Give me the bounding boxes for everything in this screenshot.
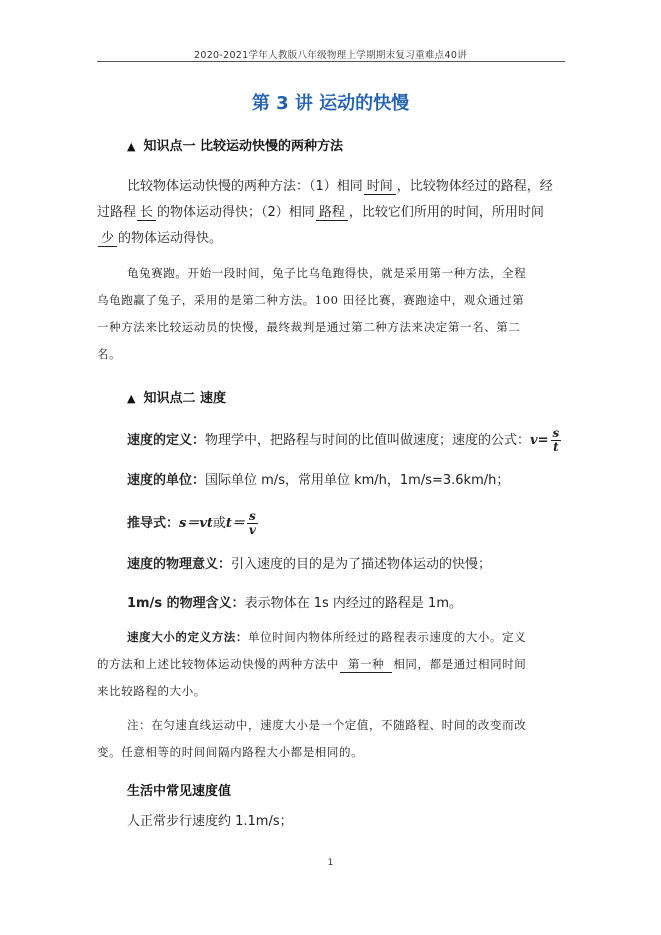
section2-heading bbox=[127, 387, 226, 406]
def-label: 速度的定义： bbox=[127, 433, 206, 448]
derive-label: 推导式： bbox=[127, 516, 180, 531]
text-span: 的方法和上述比较物体运动快慢的两种方法中 bbox=[97, 657, 339, 671]
lecture-title: 第 3 讲 运动的快慢 bbox=[251, 93, 410, 114]
para-line: 龟兔赛跑。开始一段时间，兔子比乌龟跑得快，就是采用第一种方法，全程 bbox=[127, 266, 527, 280]
para-line: 一种方法来比较运动员的快慢，最终裁判是通过第二种方法来决定第一名、第二 bbox=[97, 320, 521, 334]
speed-definition bbox=[127, 427, 577, 454]
triangle-icon: ▲ bbox=[127, 140, 136, 153]
section3-heading: 生活中常见速度值 bbox=[127, 784, 232, 799]
definition-method-paragraph bbox=[97, 624, 569, 705]
para-line: 变。任意相等的时间间隔内路程大小都是相同的。 bbox=[97, 745, 364, 759]
text-span: 的物体运动得快。 bbox=[118, 231, 223, 246]
speed-unit bbox=[127, 468, 577, 494]
section1-paragraph bbox=[97, 174, 567, 252]
blank-answer-long: 长 bbox=[137, 205, 156, 221]
blank-answer-less: 少 bbox=[98, 231, 117, 247]
text-span: ，比较它们所用的时间，所用时间 bbox=[348, 205, 544, 220]
fraction-numerator: s bbox=[248, 509, 256, 523]
text-span: 相同，都是通过相同时间 bbox=[393, 657, 527, 671]
ms-meaning bbox=[127, 591, 577, 617]
section1-heading bbox=[127, 135, 343, 154]
blank-answer-first: 第一种 bbox=[340, 657, 392, 673]
fraction-numerator: s bbox=[552, 426, 560, 440]
text-span: ，比较物体经过的路程，经 bbox=[396, 179, 553, 194]
formula-t: t＝ bbox=[225, 516, 245, 531]
page-header: 2020-2021学年人教版八年级物理上学期期末复习重难点40讲 bbox=[194, 50, 467, 61]
physical-meaning bbox=[127, 552, 577, 578]
note-paragraph bbox=[97, 712, 569, 766]
ms-text: 表示物体在 1s 内经过的路程是 1m。 bbox=[244, 596, 462, 611]
formula-eq: = bbox=[537, 433, 549, 448]
text-span: 比较物体运动快慢的两种方法：（1）相同 bbox=[127, 179, 363, 194]
formula-v: v bbox=[530, 433, 538, 448]
meaning-label: 速度的物理意义： bbox=[127, 557, 232, 572]
derived-formula bbox=[127, 510, 577, 537]
method-label: 速度大小的定义方法： bbox=[127, 630, 248, 644]
walking-speed: 人正常步行速度约 1.1m/s； bbox=[127, 814, 293, 829]
formula-s-vt: s＝vt bbox=[179, 516, 213, 531]
blank-answer-distance: 路程 bbox=[316, 205, 348, 221]
para-line: 乌龟跑赢了兔子，采用的是第二种方法。100 田径比赛，赛跑途中，观众通过第 bbox=[97, 293, 525, 307]
formula-fraction bbox=[551, 427, 562, 454]
para-line: 单位时间内物体所经过的路程表示速度的大小。定义 bbox=[248, 630, 527, 644]
def-text: 物理学中，把路程与时间的比值叫做速度；速度的公式： bbox=[205, 433, 531, 448]
page-number: 1 bbox=[327, 858, 334, 868]
derive-or: 或 bbox=[212, 516, 226, 531]
header-divider bbox=[97, 61, 565, 62]
triangle-icon: ▲ bbox=[127, 392, 136, 405]
section2-heading-text: 知识点二 速度 bbox=[143, 391, 226, 406]
para-line: 名。 bbox=[97, 347, 122, 361]
tortoise-hare-paragraph bbox=[97, 260, 567, 368]
blank-answer-time: 时间 bbox=[364, 179, 396, 195]
fraction-denominator: t bbox=[553, 440, 559, 454]
section1-heading-text: 知识点一 比较运动快慢的两种方法 bbox=[143, 139, 343, 154]
fraction-denominator: v bbox=[248, 523, 256, 537]
para-line: 来比较路程的大小。 bbox=[97, 684, 206, 698]
unit-label: 速度的单位： bbox=[127, 473, 206, 488]
text-span: 过路程 bbox=[97, 205, 137, 220]
ms-label: 1m/s 的物理含义： bbox=[127, 596, 245, 611]
para-line: 注：在匀速直线运动中，速度大小是一个定值，不随路程、时间的改变而改 bbox=[127, 718, 527, 732]
unit-text: 国际单位 m/s，常用单位 km/h，1m/s=3.6km/h； bbox=[205, 473, 510, 488]
meaning-text: 引入速度的目的是为了描述物体运动的快慢； bbox=[231, 557, 492, 572]
formula-fraction bbox=[247, 510, 258, 537]
text-span: 的物体运动得快；（2）相同 bbox=[157, 205, 315, 220]
